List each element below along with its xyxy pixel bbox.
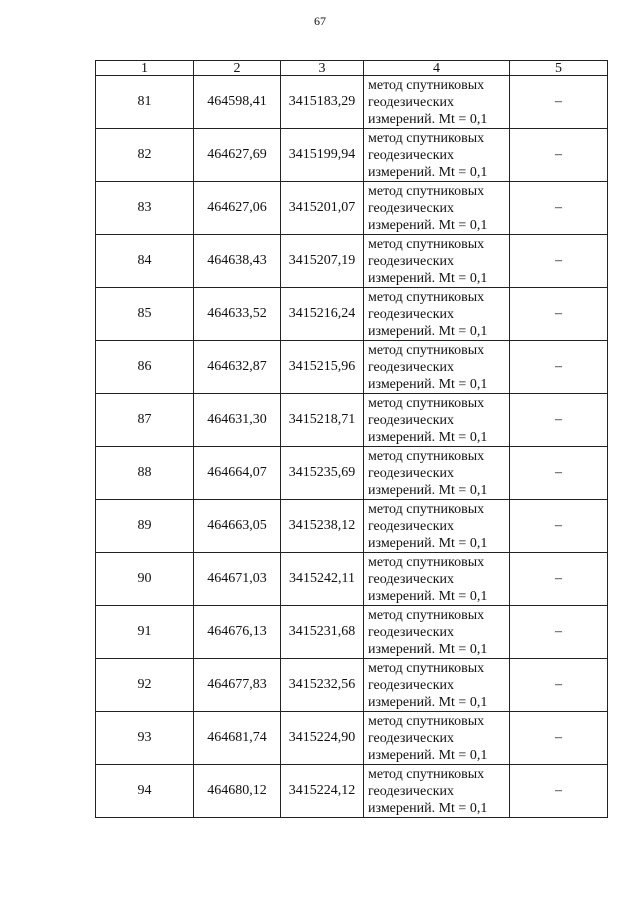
- y-coordinate-cell: 3415238,12: [281, 500, 364, 553]
- method-text-line: метод спутниковых: [368, 501, 485, 517]
- method-text-line: геодезических: [368, 200, 455, 216]
- method-text-line: геодезических: [368, 147, 455, 163]
- table-row: [96, 129, 608, 182]
- method-text-line: геодезических: [368, 624, 455, 640]
- method-text-line: измерений. Mt = 0,1: [368, 217, 488, 233]
- note-cell: –: [510, 659, 608, 712]
- coordinates-table: [95, 60, 608, 818]
- column-header: 3: [281, 61, 364, 76]
- y-coordinate-cell: 3415218,71: [281, 394, 364, 447]
- method-text-line: метод спутниковых: [368, 77, 485, 93]
- method-cell: [364, 129, 510, 182]
- y-coordinate-cell: 3415199,94: [281, 129, 364, 182]
- note-cell: –: [510, 712, 608, 765]
- x-coordinate-cell: 464671,03: [194, 553, 281, 606]
- method-text-line: геодезических: [368, 359, 455, 375]
- note-cell: –: [510, 288, 608, 341]
- point-number-cell: 89: [96, 500, 194, 553]
- table-row: [96, 182, 608, 235]
- method-text-line: геодезических: [368, 730, 455, 746]
- method-cell: [364, 500, 510, 553]
- y-coordinate-cell: 3415183,29: [281, 76, 364, 129]
- y-coordinate-cell: 3415224,90: [281, 712, 364, 765]
- point-number-cell: 92: [96, 659, 194, 712]
- y-coordinate-cell: 3415235,69: [281, 447, 364, 500]
- table-row: [96, 712, 608, 765]
- note-cell: –: [510, 500, 608, 553]
- method-text-line: метод спутниковых: [368, 660, 485, 676]
- x-coordinate-cell: 464631,30: [194, 394, 281, 447]
- method-text-line: измерений. Mt = 0,1: [368, 747, 488, 763]
- method-text-line: метод спутниковых: [368, 289, 485, 305]
- note-cell: –: [510, 447, 608, 500]
- y-coordinate-cell: 3415224,12: [281, 765, 364, 818]
- x-coordinate-cell: 464681,74: [194, 712, 281, 765]
- y-coordinate-cell: 3415201,07: [281, 182, 364, 235]
- method-text-line: измерений. Mt = 0,1: [368, 270, 488, 286]
- method-text-line: измерений. Mt = 0,1: [368, 641, 488, 657]
- page-number: 67: [314, 14, 326, 28]
- x-coordinate-cell: 464638,43: [194, 235, 281, 288]
- method-text-line: измерений. Mt = 0,1: [368, 535, 488, 551]
- method-cell: [364, 553, 510, 606]
- method-cell: [364, 712, 510, 765]
- table-row: [96, 659, 608, 712]
- method-text-line: геодезических: [368, 253, 455, 269]
- point-number-cell: 90: [96, 553, 194, 606]
- method-text-line: метод спутниковых: [368, 448, 485, 464]
- x-coordinate-cell: 464632,87: [194, 341, 281, 394]
- note-cell: –: [510, 394, 608, 447]
- point-number-cell: 88: [96, 447, 194, 500]
- table-row: [96, 341, 608, 394]
- y-coordinate-cell: 3415216,24: [281, 288, 364, 341]
- table-row: [96, 765, 608, 818]
- note-cell: –: [510, 76, 608, 129]
- method-text-line: измерений. Mt = 0,1: [368, 323, 488, 339]
- table-row: [96, 553, 608, 606]
- point-number-cell: 86: [96, 341, 194, 394]
- method-cell: [364, 182, 510, 235]
- method-text-line: метод спутниковых: [368, 713, 485, 729]
- table-row: [96, 235, 608, 288]
- point-number-cell: 87: [96, 394, 194, 447]
- note-cell: –: [510, 606, 608, 659]
- y-coordinate-cell: 3415232,56: [281, 659, 364, 712]
- table-row: [96, 288, 608, 341]
- table-row: [96, 606, 608, 659]
- point-number-cell: 83: [96, 182, 194, 235]
- header-row: [96, 61, 608, 76]
- table-row: [96, 447, 608, 500]
- method-text-line: измерений. Mt = 0,1: [368, 111, 488, 127]
- y-coordinate-cell: 3415231,68: [281, 606, 364, 659]
- point-number-cell: 82: [96, 129, 194, 182]
- point-number-cell: 85: [96, 288, 194, 341]
- method-text-line: геодезических: [368, 518, 455, 534]
- point-number-cell: 94: [96, 765, 194, 818]
- method-text-line: геодезических: [368, 412, 455, 428]
- method-cell: [364, 606, 510, 659]
- point-number-cell: 84: [96, 235, 194, 288]
- table-row: [96, 76, 608, 129]
- method-text-line: метод спутниковых: [368, 607, 485, 623]
- method-text-line: геодезических: [368, 306, 455, 322]
- method-text-line: измерений. Mt = 0,1: [368, 482, 488, 498]
- column-header: 1: [96, 61, 194, 76]
- point-number-cell: 91: [96, 606, 194, 659]
- column-header: 4: [364, 61, 510, 76]
- method-text-line: геодезических: [368, 677, 455, 693]
- method-text-line: измерений. Mt = 0,1: [368, 800, 488, 816]
- method-text-line: измерений. Mt = 0,1: [368, 694, 488, 710]
- table-row: [96, 394, 608, 447]
- method-cell: [364, 235, 510, 288]
- method-text-line: метод спутниковых: [368, 342, 485, 358]
- point-number-cell: 93: [96, 712, 194, 765]
- table-body: [96, 76, 608, 818]
- method-cell: [364, 765, 510, 818]
- column-header: 5: [510, 61, 608, 76]
- method-text-line: геодезических: [368, 465, 455, 481]
- x-coordinate-cell: 464598,41: [194, 76, 281, 129]
- x-coordinate-cell: 464677,83: [194, 659, 281, 712]
- note-cell: –: [510, 182, 608, 235]
- note-cell: –: [510, 341, 608, 394]
- method-text-line: метод спутниковых: [368, 766, 485, 782]
- x-coordinate-cell: 464663,05: [194, 500, 281, 553]
- note-cell: –: [510, 765, 608, 818]
- point-number-cell: 81: [96, 76, 194, 129]
- method-cell: [364, 394, 510, 447]
- method-text-line: геодезических: [368, 571, 455, 587]
- note-cell: –: [510, 553, 608, 606]
- method-cell: [364, 659, 510, 712]
- method-text-line: метод спутниковых: [368, 130, 485, 146]
- method-text-line: метод спутниковых: [368, 554, 485, 570]
- method-cell: [364, 288, 510, 341]
- x-coordinate-cell: 464676,13: [194, 606, 281, 659]
- method-cell: [364, 447, 510, 500]
- method-text-line: метод спутниковых: [368, 236, 485, 252]
- y-coordinate-cell: 3415215,96: [281, 341, 364, 394]
- x-coordinate-cell: 464664,07: [194, 447, 281, 500]
- table-row: [96, 500, 608, 553]
- note-cell: –: [510, 129, 608, 182]
- method-text-line: измерений. Mt = 0,1: [368, 588, 488, 604]
- method-text-line: метод спутниковых: [368, 395, 485, 411]
- x-coordinate-cell: 464627,06: [194, 182, 281, 235]
- method-cell: [364, 76, 510, 129]
- method-text-line: измерений. Mt = 0,1: [368, 164, 488, 180]
- table-header: [96, 61, 608, 76]
- y-coordinate-cell: 3415207,19: [281, 235, 364, 288]
- method-text-line: метод спутниковых: [368, 183, 485, 199]
- note-cell: –: [510, 235, 608, 288]
- method-cell: [364, 341, 510, 394]
- method-text-line: измерений. Mt = 0,1: [368, 429, 488, 445]
- x-coordinate-cell: 464633,52: [194, 288, 281, 341]
- method-text-line: измерений. Mt = 0,1: [368, 376, 488, 392]
- y-coordinate-cell: 3415242,11: [281, 553, 364, 606]
- method-text-line: геодезических: [368, 94, 455, 110]
- column-header: 2: [194, 61, 281, 76]
- method-text-line: геодезических: [368, 783, 455, 799]
- x-coordinate-cell: 464680,12: [194, 765, 281, 818]
- x-coordinate-cell: 464627,69: [194, 129, 281, 182]
